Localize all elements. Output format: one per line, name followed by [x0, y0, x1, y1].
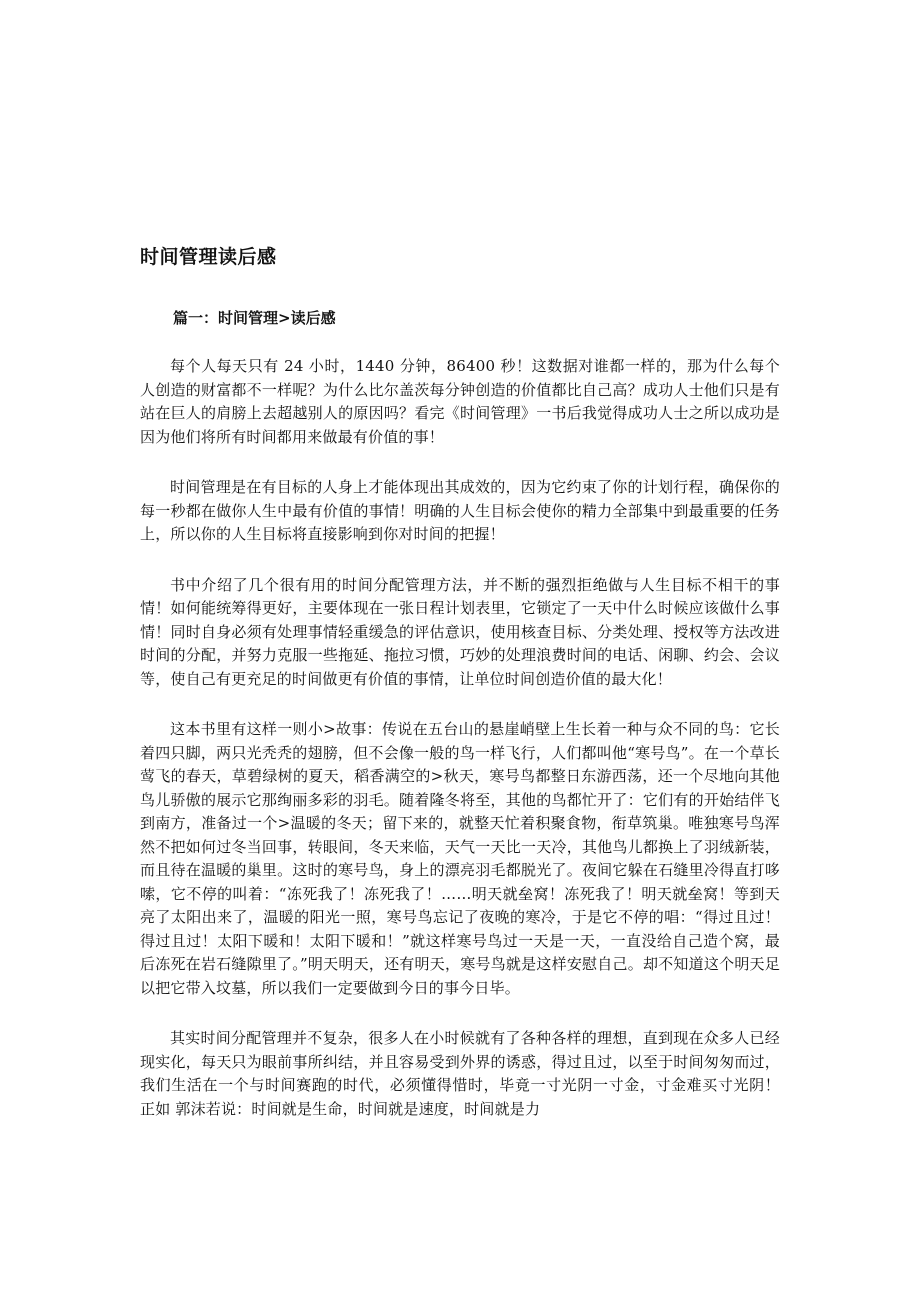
paragraph-4: 这本书里有这样一则小>故事：传说在五台山的悬崖峭壁上生长着一种与众不同的鸟：它长着四只脚，两只光秃秃的翅膀，但不会像一般的鸟一样飞行，人们都叫他“寒号鸟”。在一个草长莺飞的春天，草碧绿树的夏天，稻香满空的>秋天，寒号鸟都整日东游西荡，还一个尽地向其他鸟儿骄傲的展示它那绚丽多彩的羽毛。随着隆冬将至，其他的鸟都忙开了：它们有的开始结伴飞到南方，准备过一个>温暖的冬天；留下来的，就整天忙着积聚食物，衔草筑巢。唯独寒号鸟浑然不把如何过冬当回事，转眼间，冬天来临，天气一天比一天冷，其他鸟儿都换上了羽绒新装，而且待在温暖的巢里。这时的寒号鸟，身上的漂亮羽毛都脱光了。夜间它躲在石缝里冷得直打哆嗦，它不停的叫着：“冻死我了！冻死我了！……明天就垒窝！冻死我了！明天就垒窝！等到天亮了太阳出来了，温暖的阳光一照，寒号鸟忘记了夜晚的寒冷，于是它不停的唱：“得过且过！得过且过！太阳下暖和！太阳下暖和！”就这样寒号鸟过一天是一天，一直没给自己造个窝，最后冻死在岩石缝隙里了。”明天明天，还有明天，寒号鸟就是这样安慰自己。却不知道这个明天足以把它带入坟墓，所以我们一定要做到今日的事今日毕。: [140, 720, 780, 997]
paragraph-3: 书中介绍了几个很有用的时间分配管理方法，并不断的强烈拒绝做与人生目标不相干的事情！如何能统筹得更好，主要体现在一张日程计划表里，它锁定了一天中什么时候应该做什么事情！同时自身必须有处理事情轻重缓急的评估意识，使用核查目标、分类处理、授权等方法改进时间的分配，并努力克服一些拖延、拖拉习惯，巧妙的处理浪费时间的电话、闲聊、约会、会议等，使自己有更充足的时间做更有价值的事情，让单位时间创造价值的最大化！: [140, 575, 780, 688]
paragraph-1: 每个人每天只有 24 小时，1440 分钟，86400 秒！这数据对谁都一样的，那为什么每个人创造的财富都不一样呢？为什么比尔盖茨每分钟创造的价值都比自己高？成功人士他们只是有站在巨人的肩膀上去超越别人的原因吗？看完《时间管理》一书后我觉得成功人士之所以成功是因为他们将所有时间都用来做最有价值的事！: [140, 357, 780, 446]
paragraph-5: 其实时间分配管理并不复杂，很多人在小时候就有了各种各样的理想，直到现在众多人已经现实化，每天只为眼前事所纠结，并且容易受到外界的诱惑，得过且过，以至于时间匆匆而过，我们生活在一个与时间赛跑的时代，必须懂得惜时，毕竟一寸光阴一寸金，寸金难买寸光阴！ 正如 郭沫若说：时间就是生命，时间就是速度，时间就是力: [140, 1029, 780, 1118]
paragraph-2: 时间管理是在有目标的人身上才能体现出其成效的，因为它约束了你的计划行程，确保你的每一秒都在做你人生中最有价值的事情！明确的人生目标会使你的精力全部集中到最重要的任务上，所以你的人生目标将直接影响到你对时间的把握！: [140, 478, 780, 543]
document-title: 时间管理读后感: [140, 246, 277, 268]
document-body: [140, 355, 780, 1148]
section-title: 篇一：时间管理>读后感: [173, 309, 336, 327]
